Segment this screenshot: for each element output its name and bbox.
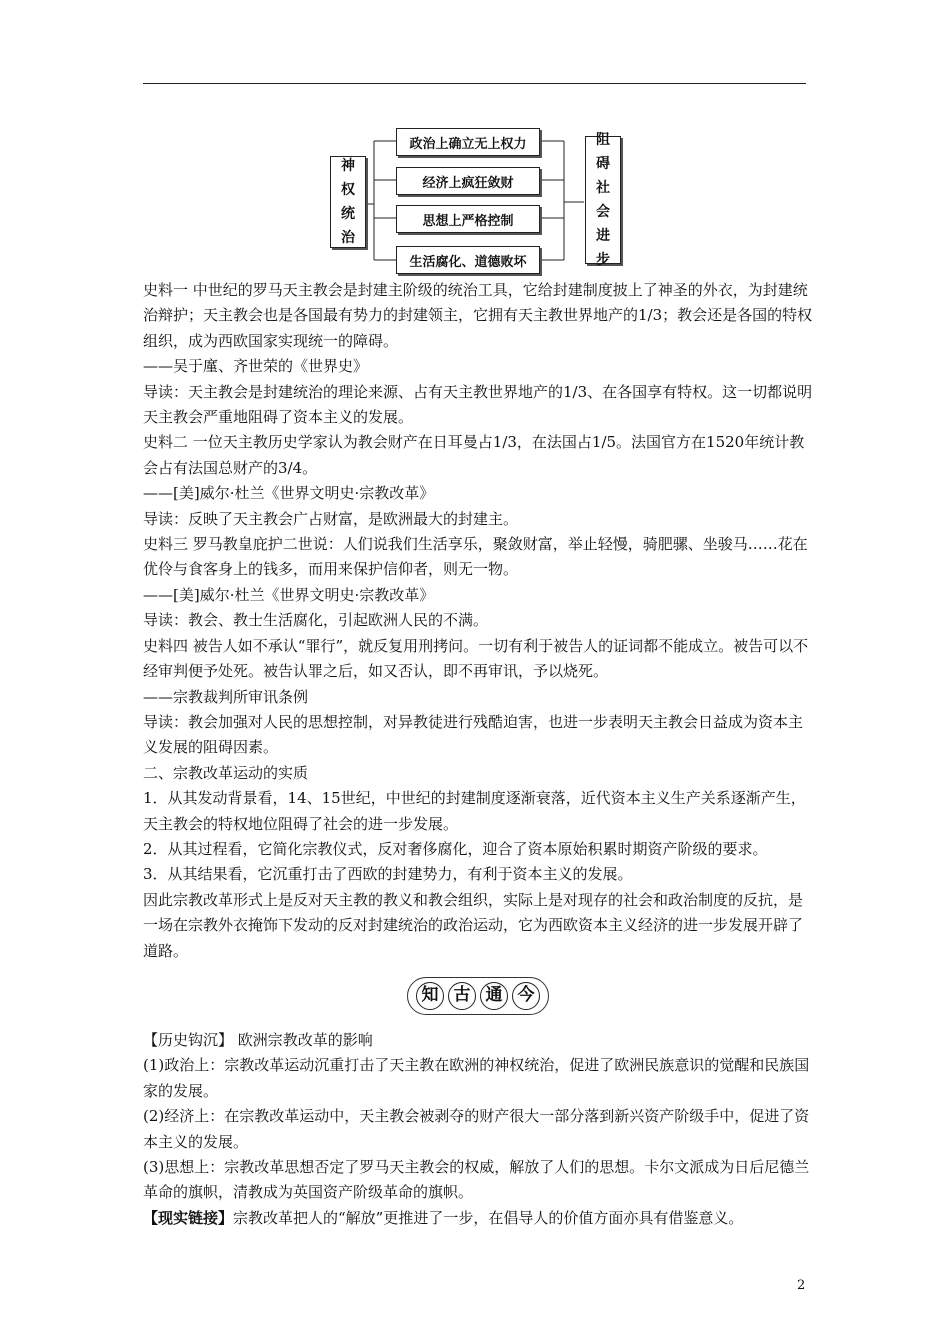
diagram-item-economy: 经济上疯狂敛财 [396,167,540,195]
theocracy-box [330,156,366,248]
badge-char: 今 [512,982,540,1010]
diagram-item-thought: 思想上严格控制 [396,205,540,233]
diagram-item-politics: 政治上确立无上权力 [396,128,540,156]
diagram-item-life: 生活腐化、道德败坏 [396,246,540,274]
point-3: 3．从其结果看，它沉重打击了西欧的封建势力，有利于资本主义的发展。 [143,865,633,884]
impact-economy: (2)经济上：在宗教改革运动中，天主教会被剥夺的财产很大一部分落到新兴资产阶级手中，促进了资本主义的发展。 [143,1107,810,1151]
obstruct-box [585,132,621,268]
history-title: 欧洲宗教改革的影响 [233,1030,373,1049]
history-tag: 【历史钩沉】 [143,1030,234,1049]
badge-char: 通 [480,982,508,1010]
badge-char: 古 [448,982,476,1010]
badge-char: 知 [416,982,444,1010]
impact-politics: (1)政治上：宗教改革运动沉重打击了天主教在欧洲的神权统治，促进了欧洲民族意识的觉醒和民族国家的发展。 [143,1056,810,1100]
source-3: 史料三 罗马教皇庇护二世说：人们说我们生活享乐，聚敛财富，举止轻慢，骑肥骡、坐骏马……花在优伶与食客身上的钱多，而用来保护信仰者，则无一物。 [143,535,808,579]
main-content [143,278,813,1231]
page-number: 2 [797,1278,806,1293]
point-2: 2．从其过程看，它简化宗教仪式，反对奢侈腐化，迎合了资本原始积累时期资产阶级的要求。 [143,839,768,858]
badge-frame [407,977,549,1015]
theocracy-label: 神权统治 [341,158,355,246]
header-rule [143,83,806,84]
obstruct-label: 阻碍社会进步 [596,132,610,268]
reality-link [143,1206,813,1231]
source-3-reading: 导读：教会、教士生活腐化，引起欧洲人民的不满。 [143,611,489,630]
history-heading [143,1028,813,1053]
source-1-citation: ——吴于廑、齐世荣的《世界史》 [143,357,369,376]
source-2-reading: 导读：反映了天主教会广占财富，是欧洲最大的封建主。 [143,509,519,528]
reality-tag: 【现实链接】 [143,1208,234,1227]
source-3-citation: ——[美]威尔·杜兰《世界文明史·宗教改革》 [143,585,435,604]
source-4-citation: ——宗教裁判所审讯条例 [143,687,309,706]
source-1-reading: 导读：天主教会是封建统治的理论来源、占有天主教世界地产的1/3、在各国享有特权。这一切都说明天主教会严重地阻碍了资本主义的发展。 [143,382,813,427]
reality-text: 宗教改革把人的“解放”更推进了一步，在倡导人的价值方面亦具有借鉴意义。 [233,1208,744,1227]
conclusion: 因此宗教改革形式上是反对天主教的教义和教会组织，实际上是对现存的社会和政治制度的反抗，是一场在宗教外衣掩饰下发动的反对封建统治的政治运动，它为西欧资本主义经济的进一步发展开辟了道路。 [143,890,804,960]
impact-thought: (3)思想上：宗教改革思想否定了罗马天主教会的权威，解放了人们的思想。卡尔文派成为日后尼德兰革命的旗帜，清教成为英国资产阶级革命的旗帜。 [143,1158,810,1202]
theocracy-diagram [330,124,622,276]
source-4: 史料四 被告人如不承认“罪行”，就反复用刑拷问。一切有利于被告人的证词都不能成立。被告可以不经审判便予处死。被告认罪之后，如又否认，即不再审讯，予以烧死。 [143,636,809,681]
source-2-citation: ——[美]威尔·杜兰《世界文明史·宗教改革》 [143,484,435,503]
source-4-reading: 导读：教会加强对人民的思想控制，对异教徒进行残酷迫害，也进一步表明天主教会日益成为资本主义发展的阻碍因素。 [143,712,804,757]
source-1: 史料一 中世纪的罗马天主教会是封建主阶级的统治工具，它给封建制度披上了神圣的外衣，为封建统治辩护；天主教会也是各国最有势力的封建领主，它拥有天主教世界地产的1/3；教会还是各国的特权组织，成为西欧国家实现统一的障碍。 [143,281,813,350]
section-badge [143,964,813,1028]
section-heading: 二、宗教改革运动的实质 [143,763,309,782]
source-2: 史料二 一位天主教历史学家认为教会财产在日耳曼占1/3，在法国占1/5。法国官方在1520年统计教会占有法国总财产的3/4。 [143,433,805,477]
point-1: 1．从其发动背景看，14、15世纪，中世纪的封建制度逐渐衰落，近代资本主义生产关系逐渐产生，天主教会的特权地位阻碍了社会的进一步发展。 [143,789,806,833]
